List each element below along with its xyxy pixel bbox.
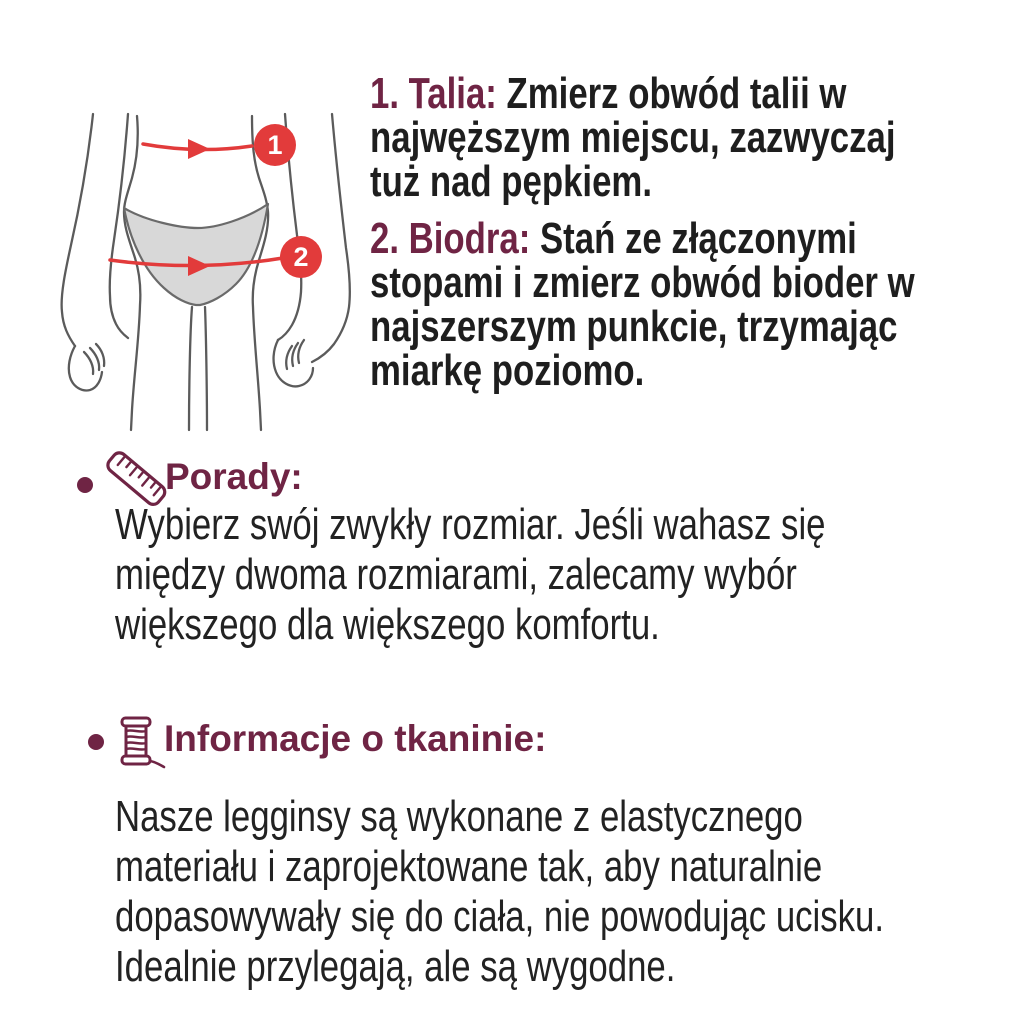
step-hips-line1 [370,214,915,263]
fabric-paragraph [115,792,884,992]
marker-2: 2 [280,236,322,278]
fabric-line2: materiału i zaprojektowane tak, aby naturalnie [115,842,823,891]
fabric-line4: Idealnie przylegają, ale są wygodne. [115,942,676,991]
fabric-bullet-dot [88,734,104,750]
waist-arrow [143,139,252,159]
step-waist-label: 1. Talia: [370,69,497,118]
tips-paragraph [115,500,825,650]
tips-line3: większego dla większego komfortu. [115,600,660,649]
step-waist-text2: najwęższym miejscu, zazwyczaj [370,113,896,162]
thread-spool-icon [114,716,166,768]
tips-bullet-dot [77,477,93,493]
step-waist-line1 [370,69,896,118]
step-hips-text1: Stań ze złączonymi [539,214,857,263]
step-waist-text1: Zmierz obwód talii w [506,69,847,118]
tips-line2: między dwoma rozmiarami, zalecamy wybór [115,550,797,599]
tips-line1: Wybierz swój zwykły rozmiar. Jeśli wahasz się [115,500,826,549]
step-waist [370,69,896,206]
panty-shape [124,204,268,305]
tips-heading: Porady: [165,456,303,497]
step-hips-text2: stopami i zmierz obwód bioder w [370,258,915,307]
step-hips-text3: najszerszym punkcie, trzymając [370,302,898,351]
marker-1: 1 [254,124,296,166]
fabric-heading: Informacje o tkaninie: [164,718,547,759]
step-hips-text4: miarkę poziomo. [370,346,645,395]
fabric-line3: dopasowywały się do ciała, nie powodując ucisku. [115,892,885,941]
step-waist-text3: tuż nad pępkiem. [370,157,652,206]
step-hips-label: 2. Biodra: [370,214,531,263]
step-hips [370,214,915,395]
fabric-line1: Nasze legginsy są wykonane z elastycznego [115,792,803,841]
